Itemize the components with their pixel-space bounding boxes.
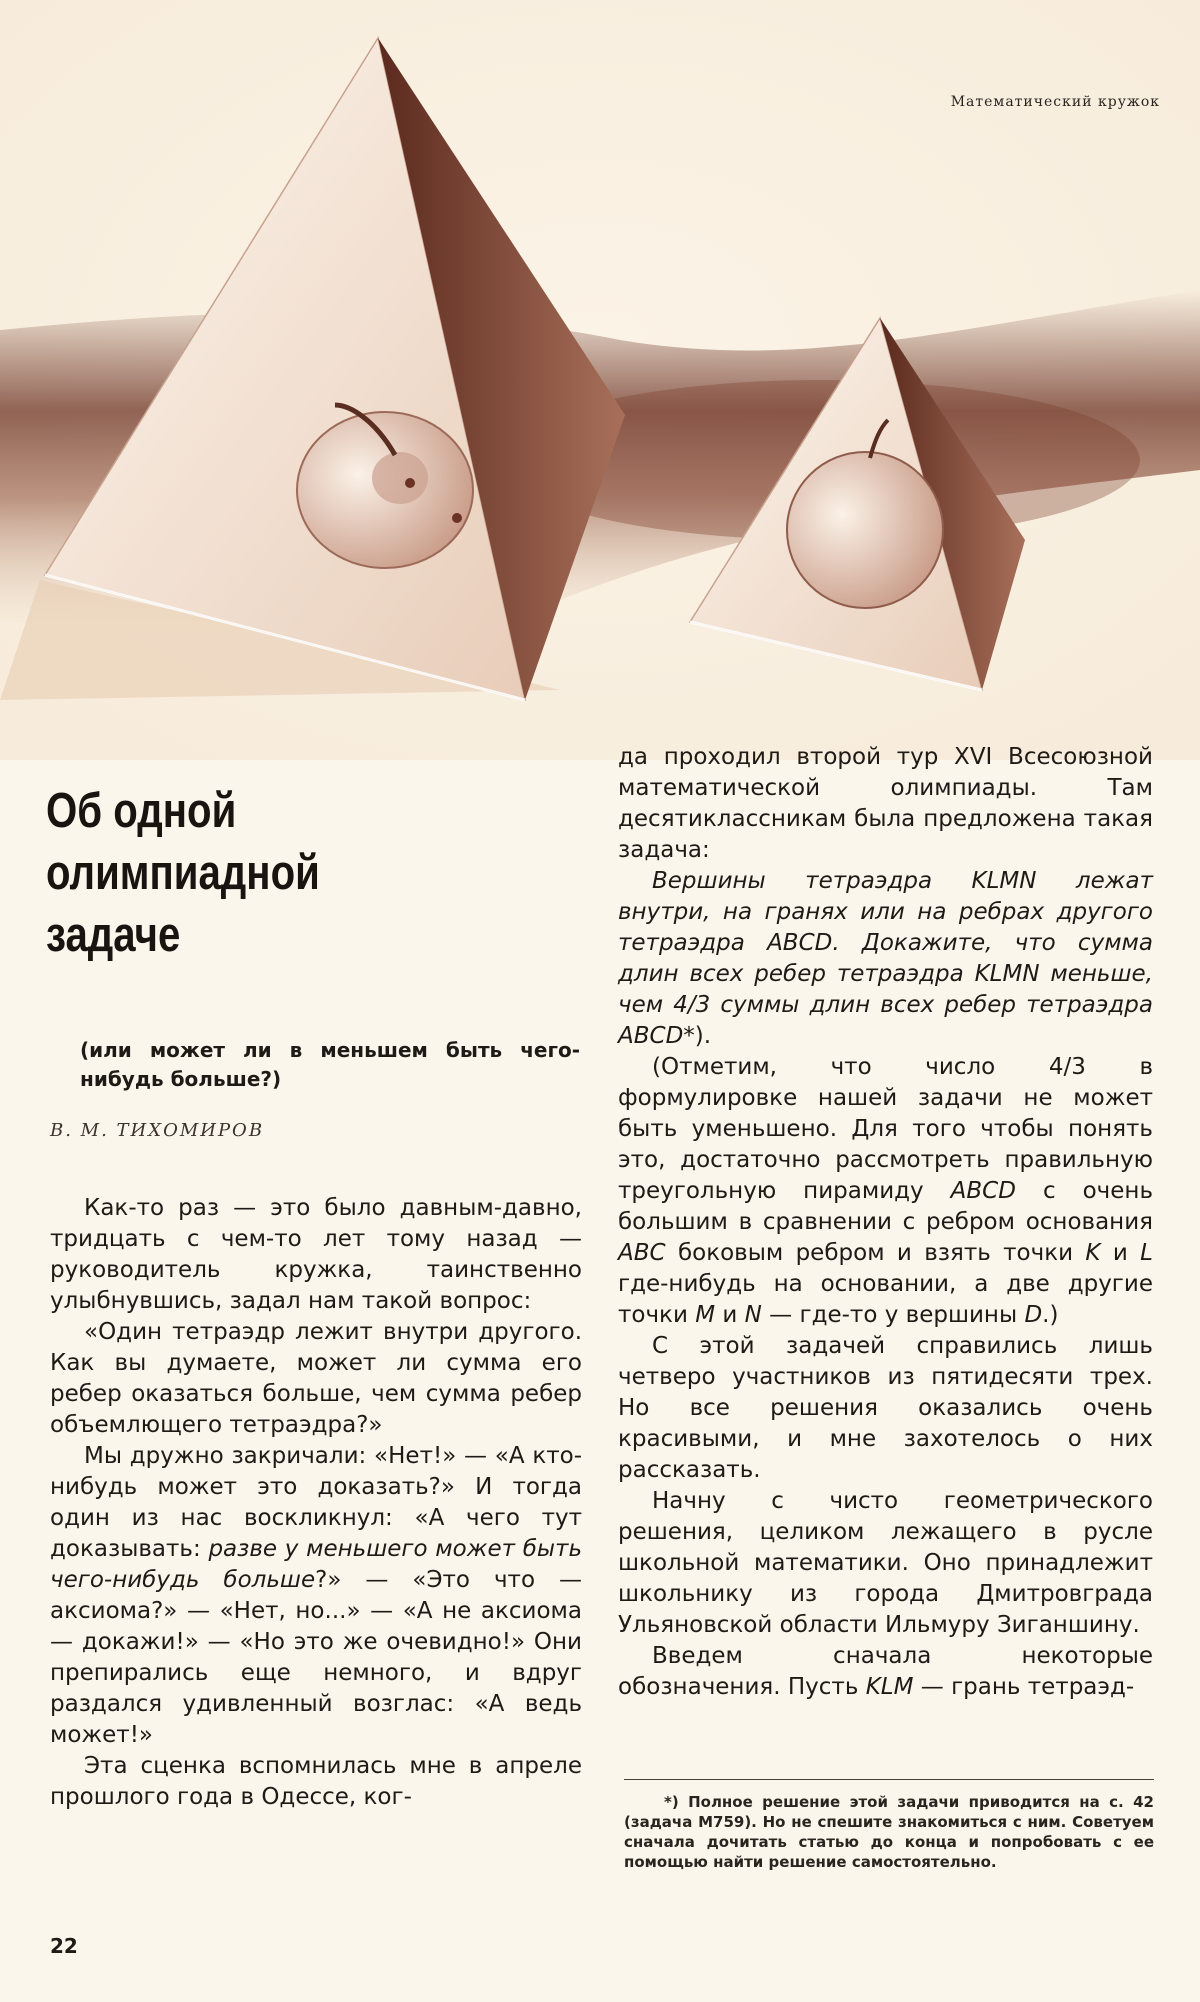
notation-klm: KLM	[865, 1674, 914, 1700]
dialogue-text-1: Мы дружно закричали: «Нет!» — «А кто-нибудь может это доказать?» И тогда один из нас воскликнул: «А чего тут доказывать:	[50, 1443, 582, 1562]
title-line-1: Об одной	[46, 784, 237, 838]
remark-text-6: и	[715, 1302, 745, 1328]
remark-abcd: ABCD	[950, 1178, 1016, 1204]
remark-l: L	[1140, 1240, 1153, 1266]
paragraph-dialogue	[50, 1441, 582, 1751]
footnote-divider	[624, 1779, 1154, 1780]
remark-text-8: .)	[1042, 1302, 1059, 1328]
remark-m: M	[695, 1302, 716, 1328]
running-head: Математический кружок	[950, 94, 1160, 110]
page-number: 22	[50, 1934, 78, 1958]
remark-k: K	[1085, 1240, 1101, 1266]
paragraph-remark	[618, 1052, 1153, 1331]
remark-text-1: (Отметим, что число 4/3 в формулировке нашей задачи не может быть уменьшено. Для того чтобы понять это, достаточно рассмотреть правильную треугольную пирамиду	[618, 1054, 1153, 1204]
problem-statement: Вершины тетраэдра KLMN лежат внутри, на гранях или на ребрах другого тетраэдра ABCD. Докажите, что сумма длин всех ребер тетраэдра KLMN меньше, чем 4/3 суммы длин всех ребер тетраэдра ABCD	[618, 868, 1153, 1049]
remark-text-4: и	[1100, 1240, 1141, 1266]
title-line-2: олимпиадной	[46, 846, 320, 900]
paragraph-question: «Один тетраэдр лежит внутри другого. Как вы думаете, может ли сумма его ребер оказаться больше, чем сумма ребер объемлющего тетраэдра?»	[50, 1319, 582, 1438]
paragraph-odessa: Эта сценка вспомнилась мне в апреле прошлого года в Одессе, ког-	[50, 1753, 582, 1810]
author-name: В. М. ТИХОМИРОВ	[50, 1120, 265, 1141]
title-line-3: задаче	[46, 908, 181, 962]
dialogue-italic: разве у меньшего может быть чего-нибудь больше	[50, 1536, 583, 1593]
remark-abc: ABC	[618, 1240, 666, 1266]
problem-footnote-mark: *).	[683, 1023, 712, 1049]
footnote: *) Полное решение этой задачи приводится на с. 42 (задача М759). Но не спешите знакомиться с ним. Советуем сначала дочитать статью до конца и попробовать с ее помощью найти решение самостоятельно.	[624, 1793, 1154, 1871]
left-column	[50, 1193, 582, 1813]
remark-text-3: боковым ребром и взять точки	[665, 1240, 1086, 1266]
notation-text-2: — грань тетраэд-	[913, 1674, 1135, 1700]
paragraph-continuation: да проходил второй тур XVI Всесоюзной математической олимпиады. Там десятиклассникам была предложена такая задача:	[618, 744, 1153, 863]
article-subtitle: (или может ли в меньшем быть чего-нибудь больше?)	[80, 1038, 580, 1091]
right-column	[618, 742, 1153, 1703]
tetrahedra-illustration	[0, 0, 1200, 760]
notation-text-1: Введем сначала некоторые обозначения. Пусть	[618, 1643, 1153, 1700]
article-title	[46, 780, 472, 966]
remark-text-7: — где-то у вершины	[761, 1302, 1025, 1328]
paragraph-solution-intro: Начну с чисто геометрического решения, целиком лежащего в русле школьной математики. Оно принадлежит школьнику из города Дмитровграда Ульяновской области Ильмуру Зиганшину.	[618, 1488, 1153, 1638]
remark-n: N	[744, 1302, 762, 1328]
paragraph-notation	[618, 1641, 1153, 1703]
dialogue-text-2: ?» — «Это что — аксиома?» — «Нет, но...» — «А не аксиома — докажи!» — «Но это же очевидно!» Они препирались еще немного, и вдруг раздался удивленный возглас: «А ведь может!»	[50, 1567, 582, 1748]
paragraph-problem	[618, 866, 1153, 1052]
remark-text-5: где-нибудь на основании, а две другие точки	[618, 1271, 1153, 1328]
paragraph-participants: С этой задачей справились лишь четверо участников из пятидесяти трех. Но все решения оказались очень красивыми, и мне захотелось о них рассказать.	[618, 1333, 1153, 1483]
paragraph-intro: Как-то раз — это было давным-давно, тридцать с чем-то лет тому назад — руководитель кружка, таинственно улыбнувшись, задал нам такой вопрос:	[50, 1195, 582, 1314]
remark-text-2: с очень большим в сравнении с ребром основания	[618, 1178, 1154, 1235]
remark-d: D	[1024, 1302, 1043, 1328]
